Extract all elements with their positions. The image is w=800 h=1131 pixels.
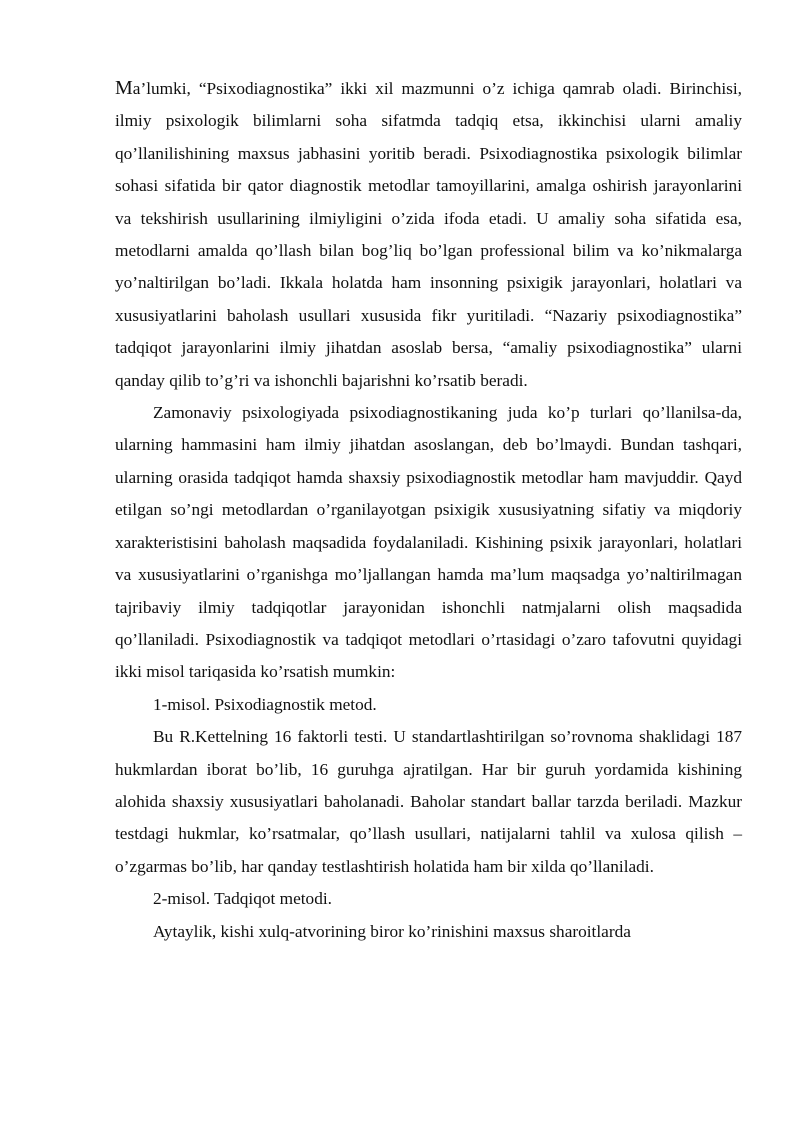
example-2-heading: 2-misol. Tadqiqot metodi. — [153, 889, 332, 909]
drop-initial: M — [115, 77, 133, 99]
paragraph-intro — [115, 72, 742, 397]
paragraph-research-method: Aytaylik, kishi xulq-atvorining biror ko’rinishini maxsus sharoitlarda — [153, 921, 631, 941]
paragraph-intro-text: a’lumki, “Psixodiagnostika” ikki xil mazmunni o’z ichiga qamrab oladi. Birinchisi, ilmiy psixologik bilimlarni soha sifatmda tadqiq etsa, ikkinchisi ularni amaliy qo’llanilishining maxsus jabhasini yoritib beradi. Psixodiagnostika psixologik bilimlar sohasi sifatida bir qator diagnostik metodlar tamoyillarini, amalga oshirish jarayonlarini va tekshirish usullarining ilmiyligini o’zida ifoda etadi. U amaliy soha sifatida esa, metodlarni amalda qo’llash bilan bog’liq bo’lgan professional bilim va ko’nikmalarga yo’naltirilgan bo’ladi. Ikkala holatda ham insonning psixigik jarayonlari, holatlari va xususiyatlarini baholash usullari xususida fikr yuritiladi. “Nazariy psixodiagnostika” tadqiqot jarayonlarini ilmiy jihatdan asoslab bersa, “amaliy psixodiagnostika” ularni qanday qilib to’g’ri va ishonchli bajarishni ko’rsatib beradi. — [115, 79, 742, 390]
paragraph-modern-psychodiagnostics: Zamonaviy psixologiyada psixodiagnostikaning juda ko’p turlari qo’llanilsa-da, ularning hammasini ham ilmiy jihatdan asoslangan, deb bo’lmaydi. Bundan tashqari, ularning orasida tadqiqot hamda shaxsiy psixodiagnostik metodlar ham mavjuddir. Qayd etilgan so’ngi metodlardan o’rganilayotgan psixigik xususiyatning sifatiy va miqdoriy xarakteristisini baholash maqsadida foydalaniladi. Kishining psixik jarayonlari, holatlari va xususiyatlarini o’rganishga mo’ljallangan hamda ma’lum maqsadga yo’naltirilmagan tajribaviy ilmiy tadqiqotlar jarayonidan ishonchli natmjalarni olish maqsadida qo’llaniladi. Psixodiagnostik va tadqiqot metodlari o’rtasidagi o’zaro tafovutni quyidagi ikki misol tariqasida ko’rsatish mumkin: — [115, 403, 742, 682]
paragraph-cattell-test: Bu R.Kettelning 16 faktorli testi. U standartlashtirilgan so’rovnoma shaklidagi 187 hukmlardan iborat bo’lib, 16 guruhga ajratilgan. Har bir guruh yordamida kishining alohida shaxsiy xususiyatlari baholanadi. Baholar standart ballar tarzda beriladi. Mazkur testdagi hukmlar, ko’rsatmalar, qo’llash usullari, natijalarni tahlil va xulosa qilish – o’zgarmas bo’lib, har qanday testlashtirish holatida ham bir xilda qo’llaniladi. — [115, 727, 742, 876]
example-1-heading: 1-misol. Psixodiagnostik metod. — [153, 694, 377, 714]
document-page — [115, 72, 742, 948]
